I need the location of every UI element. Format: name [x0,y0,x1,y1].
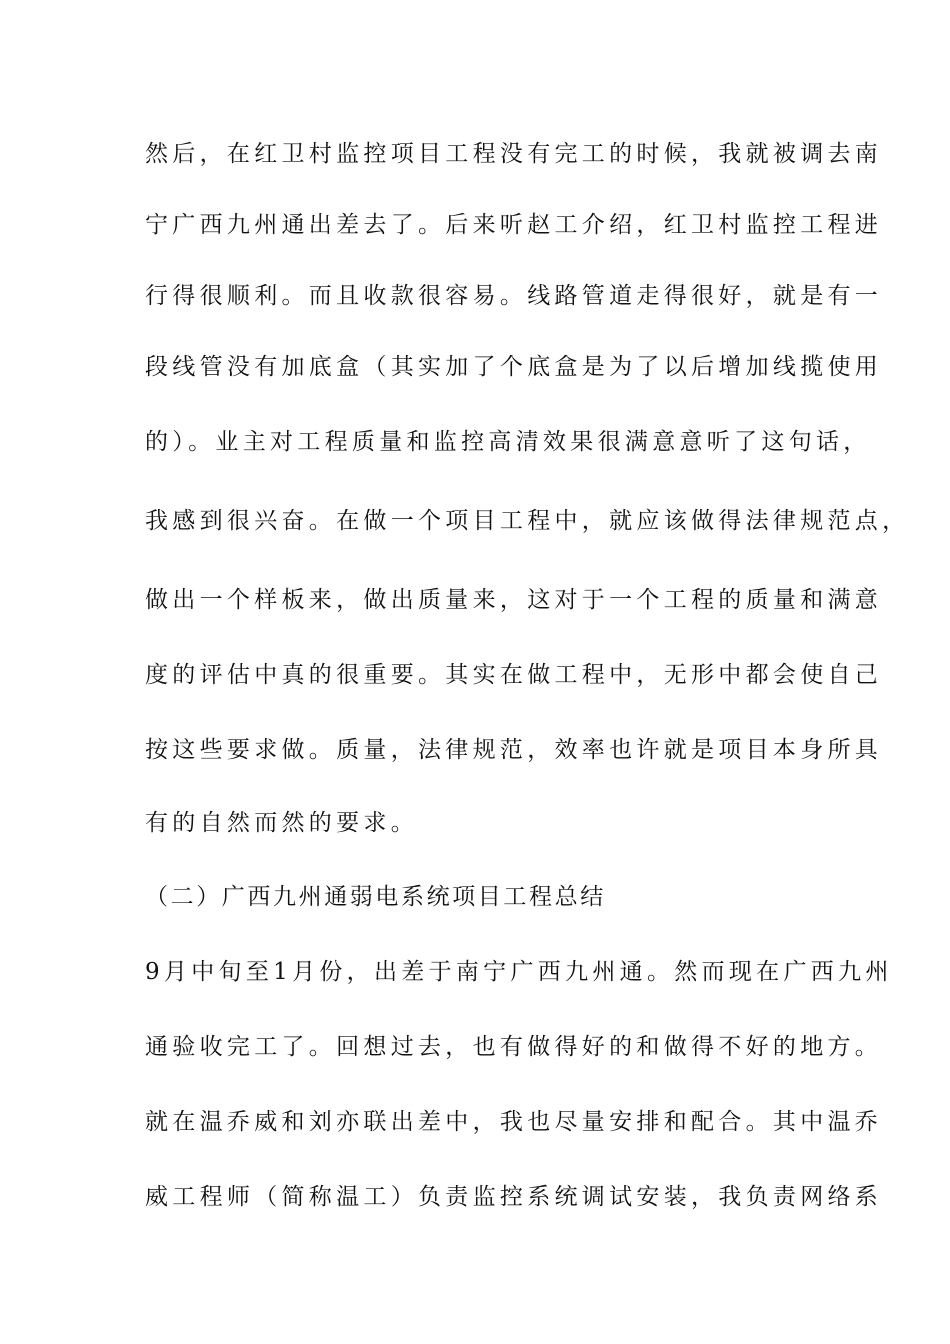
paragraph-1-line-7: 做出一个样板来，做出质量来，这对于一个工程的质量和满意 [145,587,883,613]
paragraph-2-line-3: 就在温乔威和刘亦联出差中，我也尽量安排和配合。其中温乔 [145,1109,883,1135]
paragraph-1-line-4: 段线管没有加底盒（其实加了个底盒是为了以后增加线揽使用 [145,354,883,380]
paragraph-1-line-1: 然后，在红卫村监控项目工程没有完工的时候，我就被调去南 [145,141,883,167]
section-heading: （二）广西九州通弱电系统项目工程总结 [145,884,606,910]
paragraph-2-line-4: 威工程师（简称温工）负责监控系统调试安装，我负责网络系 [145,1184,883,1210]
paragraph-1-line-2: 宁广西九州通出差去了。后来听赵工介绍，红卫村监控工程进 [145,212,883,238]
paragraph-2-line-2: 通验收完工了。回想过去，也有做得好的和做得不好的地方。 [145,1034,883,1060]
paragraph-1-line-3: 行得很顺利。而且收款很容易。线路管道走得很好，就是有一 [145,283,883,309]
paragraph-1-line-6: 我感到很兴奋。在做一个项目工程中，就应该做得法律规范点， [145,508,910,534]
paragraph-1-line-5: 的）。业主对工程质量和监控高清效果很满意意听了这句话， [145,429,871,455]
paragraph-1-line-9: 按这些要求做。质量，法律规范，效率也许就是项目本身所具 [145,737,883,763]
paragraph-1-line-8: 度的评估中真的很重要。其实在做工程中，无形中都会使自己 [145,662,883,688]
paragraph-1-line-10: 有的自然而然的要求。 [145,810,418,836]
paragraph-2-line-1: 9月中旬至1月份，出差于南宁广西九州通。然而现在广西九州 [145,959,893,985]
